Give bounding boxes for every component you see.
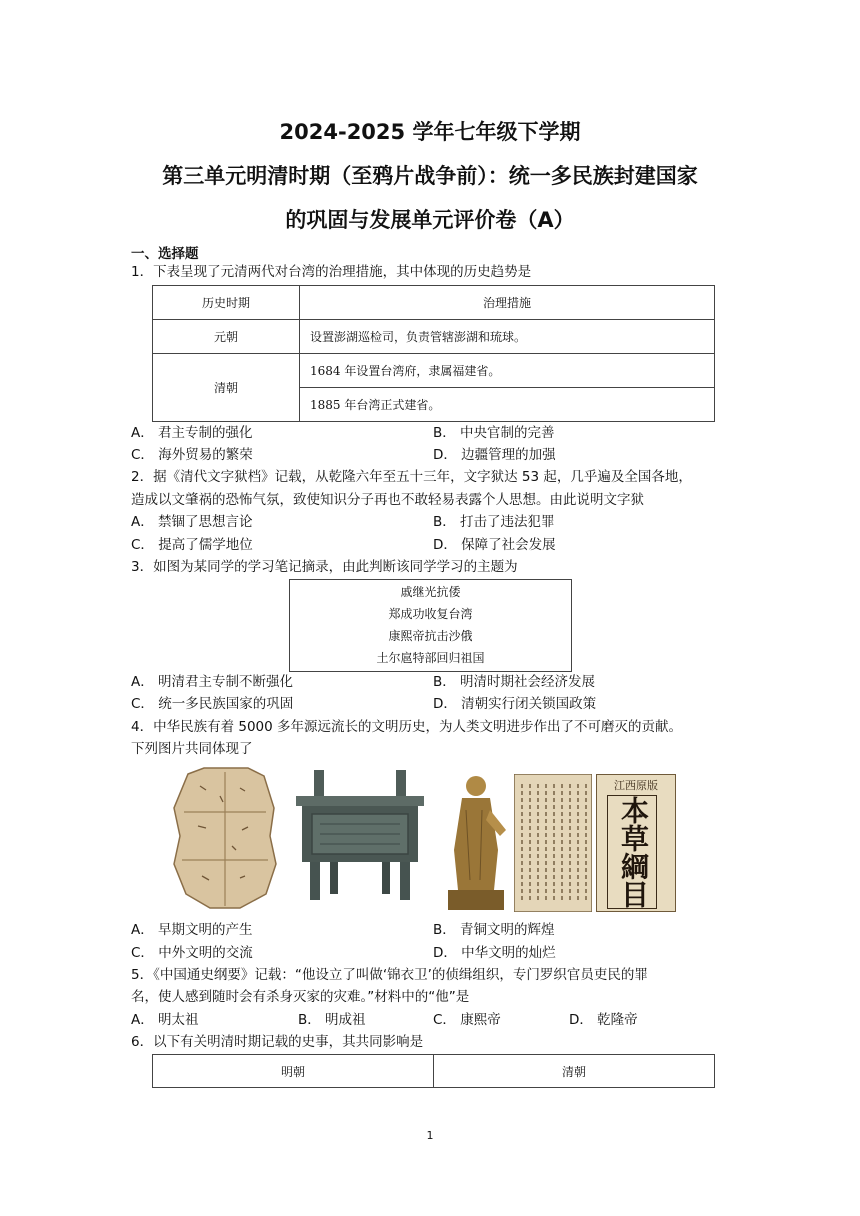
q5-stem-line-2: 名，使人感到随时会有杀身灭家的灾难。”材料中的“他”是 [131,989,470,1005]
q5-stem-line-1: 5．《中国通史纲要》记载：“他设立了叫做‘锦衣卫’的侦缉组织，专门罗织官员吏民的罪 [131,967,648,983]
q2-stem-line-2: 造成以文肇祸的恐怖气氛，致使知识分子再也不敢轻易表露个人思想。由此说明文字狱 [131,492,644,508]
q1-yuan-period: 元朝 [153,320,300,354]
book-side-label: 江西原版 [614,779,658,792]
q1-qing-measure-2: 1885 年台湾正式建省。 [300,388,715,422]
book-title: 本草綱目 [607,795,657,909]
q3-option-b[interactable]: B． 明清时期社会经济发展 [433,674,596,690]
q5-option-a[interactable]: A． 明太祖 [131,1012,199,1028]
q3-note-3: 康熙帝抗击沙俄 [388,629,473,643]
q5-option-d[interactable]: D． 乾隆帝 [569,1012,638,1028]
q4-option-a[interactable]: A． 早期文明的产生 [131,922,253,938]
bronze-ding-image [290,768,430,902]
q6-head-ming: 明朝 [153,1055,434,1088]
q3-note-4: 土尔扈特部回归祖国 [376,651,485,665]
book-cover-image [596,774,676,912]
exam-title-line-2: 第三单元明清时期（至鸦片战争前）：统一多民族封建国家 [162,164,698,188]
q3-notes-box [289,579,572,672]
q2-option-d[interactable]: D． 保障了社会发展 [433,537,556,553]
q2-option-b[interactable]: B． 打击了违法犯罪 [433,514,555,530]
q3-option-a[interactable]: A． 明清君主专制不断强化 [131,674,294,690]
q3-note-1: 戚继光抗倭 [400,585,461,599]
q1-option-b[interactable]: B． 中央官制的完善 [433,425,555,441]
q5-option-c[interactable]: C． 康熙帝 [433,1012,501,1028]
q1-option-a[interactable]: A． 君主专制的强化 [131,425,253,441]
q1-table [152,285,715,422]
q5-option-b[interactable]: B． 明成祖 [298,1012,366,1028]
q6-table [152,1054,715,1088]
q2-option-c[interactable]: C． 提高了儒学地位 [131,537,253,553]
q6-head-qing: 清朝 [434,1055,715,1088]
q1-yuan-measure: 设置澎湖巡检司，负责管辖澎湖和琉球。 [300,320,715,354]
q4-stem-line-1: 4．中华民族有着 5000 多年源远流长的文明历史，为人类文明进步作出了不可磨灭的贡献。 [131,719,683,735]
q1-qing-measure-1: 1684 年设置台湾府，隶属福建省。 [300,354,715,388]
q2-option-a[interactable]: A． 禁锢了思想言论 [131,514,253,530]
q1-stem: 1．下表呈现了元清两代对台湾的治理措施，其中体现的历史趋势是 [131,264,532,280]
q4-stem-line-2: 下列图片共同体现了 [131,741,253,757]
q3-stem: 3．如图为某同学的学习笔记摘录，由此判断该同学学习的主题为 [131,559,518,575]
q3-option-c[interactable]: C． 统一多民族国家的巩固 [131,696,294,712]
q2-stem-line-1: 2．据《清代文字狱档》记载，从乾隆六年至五十三年，文字狱达 53 起，几乎遍及全国各地， [131,469,692,485]
q1-head-measure: 治理措施 [300,286,715,320]
exam-title-line-3: 的巩固与发展单元评价卷（A） [285,208,575,232]
page-number: 1 [426,1129,434,1142]
q4-option-c[interactable]: C． 中外文明的交流 [131,945,253,961]
q1-option-d[interactable]: D． 边疆管理的加强 [433,447,556,463]
section-title: 一、选择题 [131,246,199,262]
exam-title-line-1: 2024-2025 学年七年级下学期 [279,120,581,144]
q1-head-period: 历史时期 [153,286,300,320]
q1-qing-period: 清朝 [153,354,300,422]
q1-option-c[interactable]: C． 海外贸易的繁荣 [131,447,253,463]
book-page-image [514,774,592,912]
oracle-bone-image [170,766,280,912]
q4-option-b[interactable]: B． 青铜文明的辉煌 [433,922,555,938]
q3-option-d[interactable]: D． 清朝实行闭关锁国政策 [433,696,597,712]
statue-image [440,770,512,912]
q6-stem: 6．以下有关明清时期记载的史事，其共同影响是 [131,1034,424,1050]
q3-note-2: 郑成功收复台湾 [388,607,473,621]
q4-option-d[interactable]: D． 中华文明的灿烂 [433,945,556,961]
